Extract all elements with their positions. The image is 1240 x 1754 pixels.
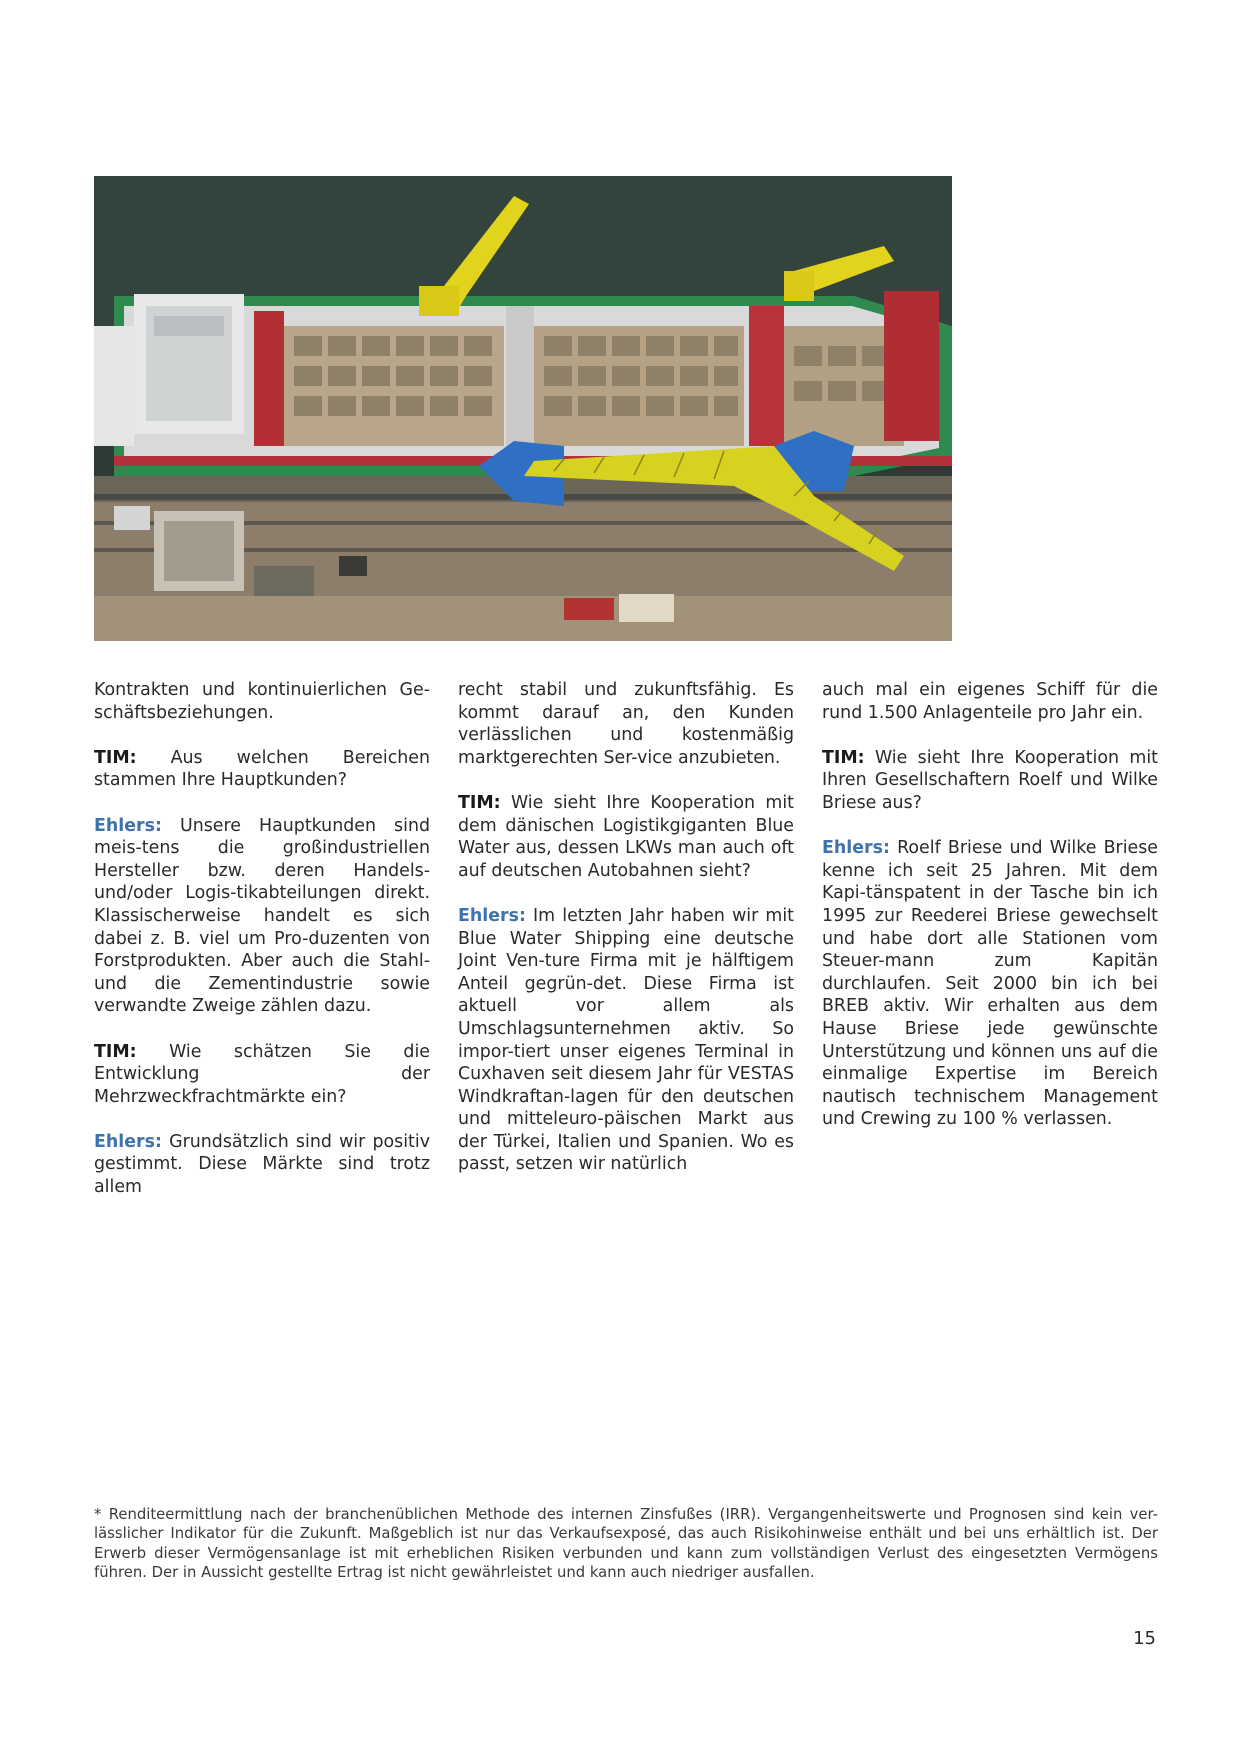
speaker-label-tim: TIM: — [94, 1041, 137, 1062]
paragraph-text: Roelf Briese und Wilke Briese kenne ich seit 25 Jahren. Mit dem Kapi-tänspatent in der Tasche bin ich 1995 zur Reederei Briese gewechselt und habe dort alle Stationen vom Steuer-mann zum Kapitän durchlaufen. Seit 2000 bin ich bei BREB aktiv. Wir erhalten aus dem Hause Briese jede gewünschte Unterstützung und können uns auf die einmalige Expertise im Bereich nautisch technischem Management und Crewing zu 100 % verlassen. — [822, 838, 1158, 1130]
paragraph-text: auch mal ein eigenes Schiff für die rund 1.500 Anlagenteile pro Jahr ein. — [822, 680, 1158, 723]
paragraph-text: Grundsätzlich sind wir positiv gestimmt. Diese Märkte sind trotz allem — [94, 1131, 430, 1198]
paragraph — [94, 1131, 430, 1199]
paragraph-text: Im letzten Jahr haben wir mit Blue Water Shipping eine deutsche Joint Ven-ture Firma mit je hälftigem Anteil gegrün-det. Diese Firma ist aktuell vor allem als Umschlagsunternehmen aktiv. So impor-tiert unser eigenes Terminal in Cuxhaven seit diesem Jahr für VESTAS Windkraftan-lagen für den deutschen und mitteleuro-päischen Markt aus der Türkei, Italien und Spanien. Wo es passt, setzen wir natürlich — [458, 905, 794, 1175]
paragraph-text: Kontrakten und kontinuierlichen Ge-schäftsbeziehungen. — [94, 680, 430, 723]
paragraph-text: recht stabil und zukunftsfähig. Es kommt darauf an, den Kunden verlässlichen und kostenmäßig marktgerechten Ser-vice anzubieten. — [458, 680, 794, 768]
paragraph — [822, 837, 1158, 1131]
speaker-label-ehlers: Ehlers: — [94, 1131, 162, 1152]
paragraph — [458, 905, 794, 1176]
paragraph — [94, 815, 430, 1018]
text-column-3 — [822, 679, 1158, 1131]
paragraph — [822, 747, 1158, 815]
speaker-label-ehlers: Ehlers: — [822, 838, 890, 859]
paragraph — [458, 792, 794, 882]
paragraph — [94, 747, 430, 792]
paragraph-text: Aus welchen Bereichen stammen Ihre Hauptkunden? — [94, 747, 430, 791]
paragraph-text: Unsere Hauptkunden sind meis-tens die großindustriellen Hersteller bzw. deren Handels- und/oder Logis-tikabteilungen direkt. Klassischerweise handelt es sich dabei z. B. viel um Pro-duzenten von Forstprodukten. Aber auch die Stahl- und die Zementindustrie sowie verwandte Zweige zählen dazu. — [94, 815, 430, 1017]
speaker-label-ehlers: Ehlers: — [94, 815, 162, 836]
speaker-label-tim: TIM: — [822, 747, 865, 768]
disclaimer-footnote: * Renditeermittlung nach der branchenüblichen Methode des internen Zinsfußes (IRR). Vergangenheitswerte und Prognosen sind kein ver-lässlicher Indikator für die Zukunft. Maßgeblich ist nur das Verkaufsexposé, das auch Risikohinweise enthält und bei uns erhältlich ist. Der Erwerb dieser Vermögensanlage ist mit erheblichen Risiken verbunden und kann zum vollständigen Verlust des eingesetzten Vermögens führen. Der in Aussicht gestellte Ertrag ist nicht gewährleistet und kann auch niedriger ausfallen. — [94, 1506, 1158, 1581]
speaker-label-tim: TIM: — [458, 792, 501, 813]
paragraph — [94, 679, 430, 724]
text-column-2 — [458, 679, 794, 1176]
speaker-label-ehlers: Ehlers: — [458, 905, 526, 926]
paragraph-text: Wie schätzen Sie die Entwicklung der Mehrzweckfrachtmärkte ein? — [94, 1041, 430, 1107]
text-column-1 — [94, 679, 430, 1199]
paragraph-text: Wie sieht Ihre Kooperation mit dem dänischen Logistikgiganten Blue Water aus, dessen LKWs man auch oft auf deutschen Autobahnen sieht? — [458, 792, 794, 881]
paragraph — [458, 679, 794, 769]
page-number: 15 — [1133, 1628, 1156, 1649]
paragraph — [822, 679, 1158, 724]
speaker-label-tim: TIM: — [94, 747, 137, 768]
paragraph — [94, 1041, 430, 1109]
cargo-ship-aerial-photo — [94, 176, 952, 641]
ship-illustration — [94, 176, 952, 641]
paragraph-text: Wie sieht Ihre Kooperation mit Ihren Gesellschaftern Roelf und Wilke Briese aus? — [822, 747, 1158, 813]
